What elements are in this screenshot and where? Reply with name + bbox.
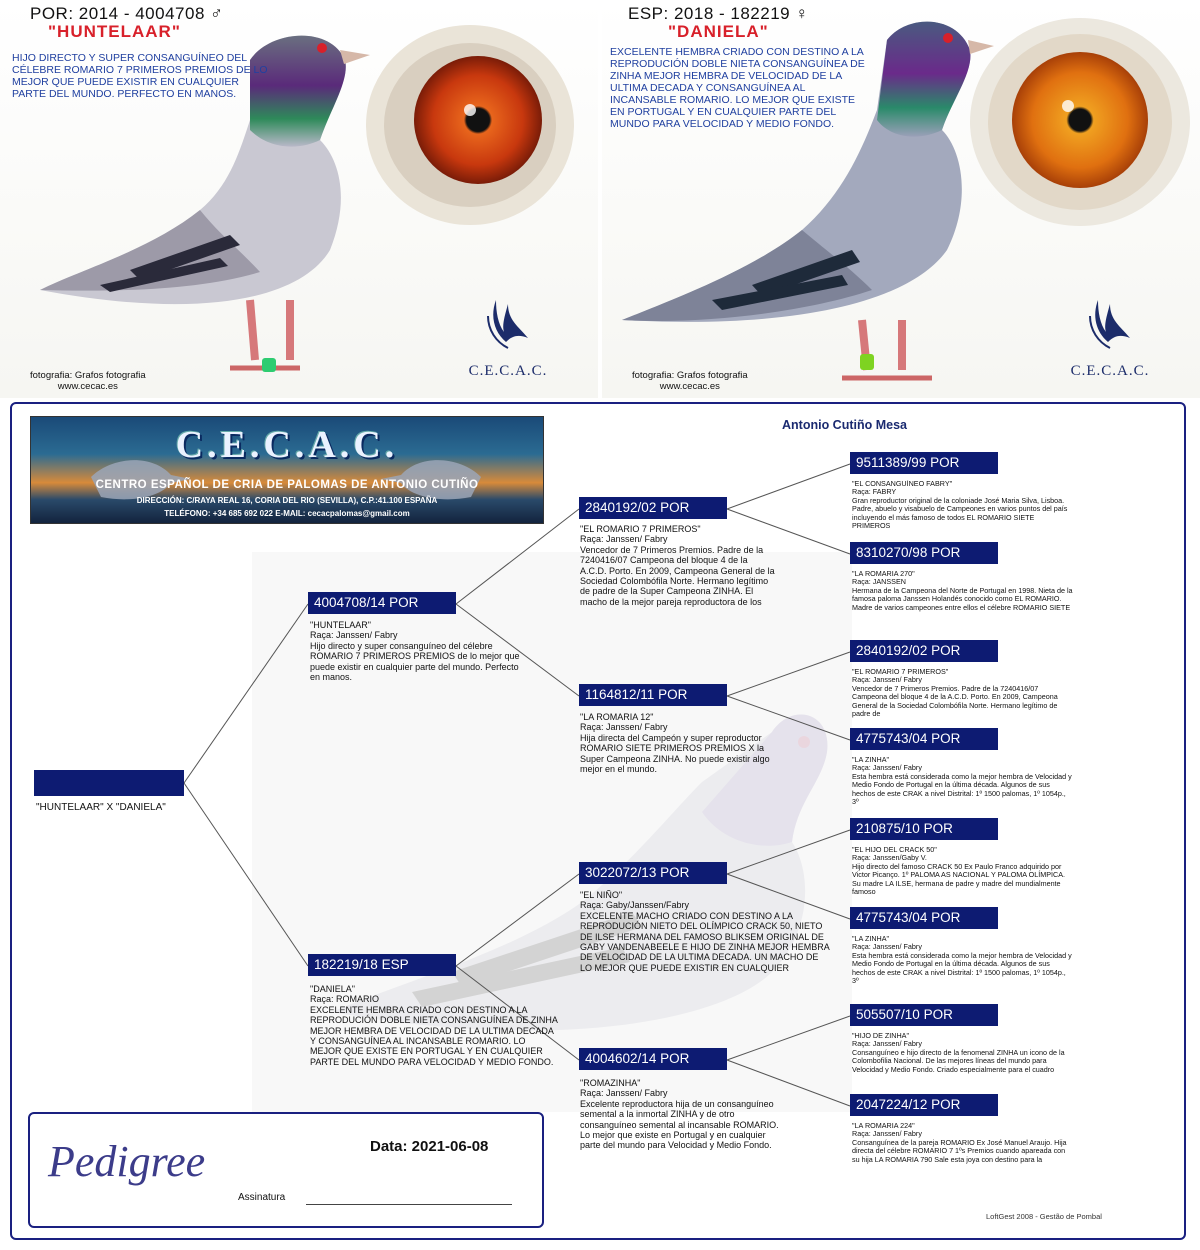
banner-contact: TELÉFONO: +34 685 692 022 E-MAIL: cecacpalomas@gmail.com (164, 509, 410, 518)
pigeon-name: "LA ZINHA" (852, 756, 890, 764)
pigeon-notes: Consanguínea de la pareja ROMARIO Ex José Manuel Araujo. Hija directa del célebre ROMARIO 7 1ºs Premios cuando apareada con su hija LA ROMARIA 790 Sale esta joya con destino para la (852, 1137, 1067, 1164)
pigeon-name: "EL CONSANGUÍNEO FABRY" (852, 480, 953, 488)
gen2-info-4 (580, 1078, 780, 1188)
pedigree-frame (10, 402, 1186, 1240)
gen1-dam-info (310, 984, 558, 1102)
cecac-logo-text: C.E.C.A.C. (468, 363, 548, 379)
gen3-ring-3[interactable]: 2840192/02 POR (850, 640, 998, 662)
pigeon-breed: Raça: FABRY (852, 487, 897, 497)
dam-photo-panel (602, 0, 1200, 398)
pigeon-breed: Raça: Janssen/ Fabry (580, 722, 668, 733)
pigeon-notes: EXCELENTE HEMBRA CRIADO CON DESTINO A LA REPRODUCIÓN DOBLE NIETA CONSANGUÍNEA DE ZINHA MEJOR HEMBRA DE VELOCIDAD DE LA ULTIMA DECADA Y CONSANGUÍNEA AL INCANSABLE ROMARIO. LO MEJOR QUE EXISTE EN PORTUGAL Y EN CUALQUIER PARTE DEL MUNDO PARA VELOCIDAD Y MEDIO FONDO. (310, 1004, 558, 1067)
banner-subtitle: CENTRO ESPAÑOL DE CRIA DE PALOMAS DE ANTONIO CUTIÑO (95, 479, 479, 491)
pigeon-notes: Hijo directo y super consanguíneo del célebre ROMARIO 7 PRIMEROS PREMIOS de lo mejor que puede existir en cualquier parte del mundo. Perfecto en manos. (310, 640, 520, 683)
gen3-ring-7[interactable]: 505507/10 POR (850, 1004, 998, 1026)
pigeon-notes: EXCELENTE MACHO CRIADO CON DESTINO A LA REPRODUCIÓN NIETO DEL OLÍMPICO CRACK 50, NIETO DE ILSE HERMANA DEL FAMOSO BLIKSEM ORIGINAL DE GABY VANDENABEELE E HIJO DE ZINHA MEJOR HEMBRA DE VELOCIDAD DE LA ULTIMA DECADA. UN MACHO DE LO MEJOR QUE PUEDE EXISTIR EN CUALQUIER (580, 910, 830, 973)
pigeon-name: "EL NIÑO" (580, 890, 623, 900)
pigeon-notes: Vencedor de 7 Primeros Premios. Padre de la 7240416/07 Campeona del bloque 4 de la A.C.D. Porto. En 2009, Campeona General de la Sociedad Colombófila Norte. Hermano legítimo de padre de la Super Campeona ZINHA. El macho de la mejor pareja reproductora de los (580, 544, 775, 607)
gen3-info-6 (852, 935, 1074, 993)
gen1-dam-ring[interactable]: 182219/18 ESP (308, 954, 456, 976)
banner-title: C.E.C.A.C. (175, 424, 399, 466)
sire-photo-credit (30, 370, 146, 392)
pigeon-notes: Vencedor de 7 Primeros Premios. Padre de la 7240416/07 Campeona del bloque 4 de la A.C.D. Porto. En 2009, Campeona General de la Sociedad Colombófila Norte. Hermano legítimo de padre de (852, 683, 1058, 719)
pigeon-name: "LA ZINHA" (852, 935, 890, 943)
dam-description: EXCELENTE HEMBRA CRIADO CON DESTINO A LA REPRODUCIÓN DOBLE NIETA CONSANGUÍNEA DE ZINHA MEJOR HEMBRA DE VELOCIDAD DE LA ULTIMA DECADA Y CONSANGUÍNEA AL INCANSABLE ROMARIO. LO MEJOR QUE EXISTE EN PORTUGAL Y EN CUALQUIER PARTE DEL MUNDO PARA VELOCIDAD Y MEDIO FONDO. (610, 46, 865, 130)
pigeon-name: "HUNTELAAR" (310, 620, 371, 630)
gen3-info-4 (852, 756, 1074, 814)
pigeon-notes: Esta hembra está considerada como la mejor hembra de Velocidad y Medio Fondo de Portugal en la última década. Algunos de sus hechos de este CRAK a nivel Distrital: 1º 1500 palomas, 1º 1054p., 3º (852, 950, 1072, 986)
gen3-ring-4[interactable]: 4775743/04 POR (850, 728, 998, 750)
gen1-sire-info (310, 620, 530, 700)
gen3-info-7 (852, 1032, 1074, 1090)
software-footer: LoftGest 2008 - Gestão de Pombal (986, 1212, 1102, 1221)
pigeon-breed: Raça: Gaby/Janssen/Fabry (580, 900, 690, 911)
gen2-ring-1[interactable]: 2840192/02 POR (579, 497, 727, 519)
photo-credit-line: fotografia: Grafos fotografia (632, 370, 748, 381)
pigeon-breed: Raça: Janssen/ Fabry (310, 630, 398, 641)
pedigree-script-title: Pedigree (48, 1137, 206, 1186)
banner-address: DIRECCIÓN: C/RAYA REAL 16, CORIA DEL RIO (SEVILLA), C.P.:41.100 ESPAÑA (136, 496, 438, 505)
sire-ring-heading: POR: 2014 - 4004708 ♂ (30, 4, 224, 23)
pigeon-notes: Gran reproductor original de la coloniade José Maria Silva, Lisboa. Padre, abuelo y visabuelo de Campeones en varios puntos del país incluyendo el más famoso de todos EL ROMARIO SIETE PRIMEROS (852, 495, 1068, 531)
gen3-info-8 (852, 1122, 1074, 1180)
pigeon-breed: Raça: Janssen/Gaby V. (852, 853, 927, 863)
pigeon-notes: Esta hembra está considerada como la mejor hembra de Velocidad y Medio Fondo de Portugal en la última década. Algunos de sus hechos de este CRAK a nivel Distrital: 1º 1500 palomas, 1º 1054p., 3º (852, 771, 1072, 807)
pigeon-notes: Excelente reproductora hija de un consanguíneo semental a la inmortal ZINHA y de otro consanguíneo semental al incansable ROMARIO. Lo mejor que existe en Portugal y en cualquier parte del mundo para Velocidad y Medio Fondo. (580, 1098, 779, 1151)
gen2-info-3 (580, 890, 830, 1012)
gen2-ring-4[interactable]: 4004602/14 POR (579, 1048, 727, 1070)
gen3-ring-5[interactable]: 210875/10 POR (850, 818, 998, 840)
pigeon-breed: Raça: ROMARIO (310, 994, 380, 1005)
pedigree-stamp-box (28, 1112, 544, 1228)
pigeon-name: "EL HIJO DEL CRACK 50" (852, 846, 937, 854)
pigeon-name: "DANIELA" (310, 984, 355, 994)
pigeon-name: "EL ROMARIO 7 PRIMEROS" (580, 524, 701, 534)
signature-line[interactable] (306, 1204, 512, 1205)
pigeon-breed: Raça: Janssen/ Fabry (580, 534, 668, 545)
cecac-logo-text: C.E.C.A.C. (1070, 363, 1150, 379)
pigeon-notes: Hijo directo del famoso CRACK 50 Ex Paulo Franco adquirido por Victor Picanço. 1º PALOMA AS NACIONAL Y PALOMA OLÍMPICA. Su madre LA ILSE, hermana de padre y madre del mundialmente famoso (852, 861, 1066, 897)
pairing-label: "HUNTELAAR" X "DANIELA" (36, 802, 166, 813)
website-link[interactable]: www.cecac.es (659, 381, 720, 392)
sire-photo-panel (0, 0, 598, 398)
pigeon-breed: Raça: Janssen/ Fabry (852, 1129, 922, 1139)
gen3-info-2 (852, 570, 1074, 626)
gen3-ring-2[interactable]: 8310270/98 POR (850, 542, 998, 564)
sire-description: HIJO DIRECTO Y SUPER CONSANGUÍNEO DEL CÉLEBRE ROMARIO 7 PRIMEROS PREMIOS DE LO MEJOR QUE PUEDE EXISTIR EN CUALQUIER PARTE DEL MUNDO. PERFECTO EN MANOS. (12, 52, 268, 100)
gen3-info-1 (852, 480, 1074, 538)
website-link[interactable]: www.cecac.es (57, 381, 118, 392)
pigeon-breed: Raça: Janssen/ Fabry (580, 1088, 668, 1099)
sire-name: "HUNTELAAR" (48, 22, 181, 41)
pigeon-breed: Raça: Janssen/ Fabry (852, 675, 922, 685)
root-ring-box (34, 770, 184, 796)
pigeon-breed: Raça: JANSSEN (852, 577, 906, 587)
pigeon-name: "LA ROMARIA 224" (852, 1122, 915, 1130)
pigeon-name: "LA ROMARIA 12" (580, 712, 654, 722)
pigeon-logo-icon (1080, 296, 1140, 356)
dam-photo-credit (632, 370, 748, 392)
gen3-ring-8[interactable]: 2047224/12 POR (850, 1094, 998, 1116)
pigeon-name: "HIJO DE ZINHA" (852, 1032, 910, 1040)
dam-ring-heading: ESP: 2018 - 182219 ♀ (628, 4, 809, 23)
gen3-info-3 (852, 668, 1074, 724)
pigeon-notes: Hermana de la Campeona del Norte de Portugal en 1998. Nieta de la famosa paloma Janssen Holandés conocido como EL ROMARIO. Madre de varios campeones entre ellos el célebre ROMARIO SIETE (852, 585, 1073, 612)
pigeon-breed: Raça: Janssen/ Fabry (852, 942, 922, 952)
cecac-logo (468, 296, 548, 380)
breeder-name: Antonio Cutiño Mesa (782, 418, 907, 432)
gen2-ring-2[interactable]: 1164812/11 POR (579, 684, 727, 706)
gen3-ring-6[interactable]: 4775743/04 POR (850, 907, 998, 929)
pigeon-notes: Hija directa del Campeón y super reproductor ROMARIO SIETE PRIMEROS PREMIOS X la Super Campeona ZINHA. No puede existir algo mejor en el mundo. (580, 732, 770, 775)
pigeon-breed: Raça: Janssen/ Fabry (852, 763, 922, 773)
pedigree-date: Data: 2021-06-08 (370, 1138, 489, 1155)
pigeon-breed: Raça: Janssen/ Fabry (852, 1039, 922, 1049)
gen2-ring-3[interactable]: 3022072/13 POR (579, 862, 727, 884)
pigeon-name: "ROMAZINHA" (580, 1078, 641, 1088)
pigeon-notes: Consanguíneo e hijo directo de la fenomenal ZINHA un icono de la Colombofilia Nacional. De las mejores líneas del mundo para Velocidad y Medio Fondo. Criado especialmente para el cuadro (852, 1047, 1065, 1074)
pigeon-name: "LA ROMARIA 270" (852, 570, 915, 578)
gen2-info-2 (580, 712, 790, 792)
cecac-logo (1070, 296, 1150, 380)
signature-label: Assinatura (238, 1192, 286, 1203)
pigeon-name: "EL ROMARIO 7 PRIMEROS" (852, 668, 949, 676)
gen3-info-5 (852, 846, 1074, 904)
dam-name: "DANIELA" (668, 22, 769, 41)
gen2-info-1 (580, 524, 775, 646)
photo-credit-line: fotografia: Grafos fotografia (30, 370, 146, 381)
cecac-banner (30, 416, 544, 524)
gen3-ring-1[interactable]: 9511389/99 POR (850, 452, 998, 474)
gen1-sire-ring[interactable]: 4004708/14 POR (308, 592, 456, 614)
pigeon-logo-icon (478, 296, 538, 356)
